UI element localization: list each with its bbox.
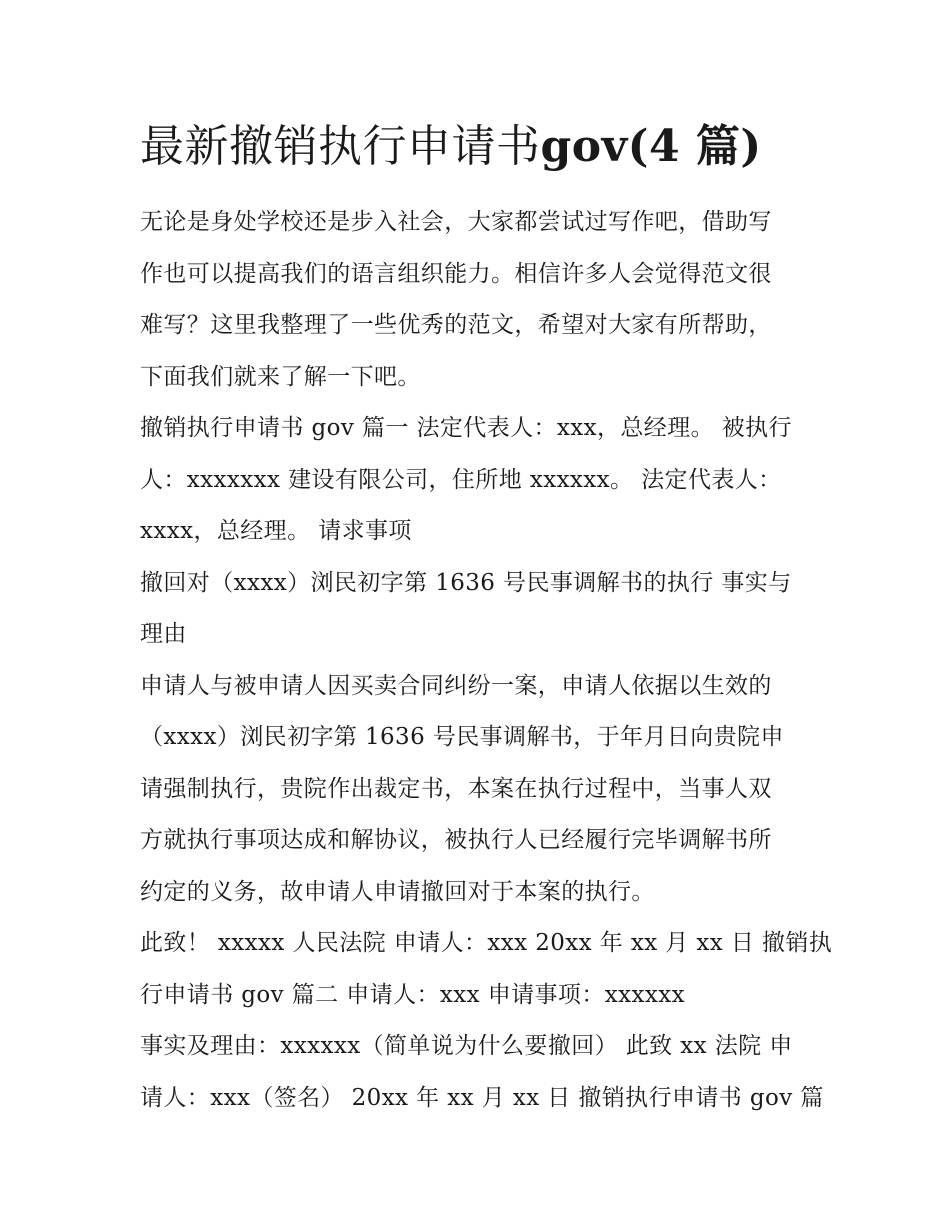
title-latin: gov(4 篇) [540, 121, 762, 172]
text-line: 撤回对（xxxx）浏民初字第 1636 号民事调解书的执行 事实与 [140, 569, 792, 596]
text-line: 申请人与被申请人因买卖合同纠纷一案，申请人依据以生效的 [140, 672, 772, 699]
document-body [140, 197, 833, 1124]
text-line: 理由 [140, 621, 187, 647]
text-line: 请人：xxx（签名） 20xx 年 xx 月 xx 日 撤销执行申请书 gov 篇 [140, 1084, 824, 1111]
text-line: 无论是身处学校还是步入社会，大家都尝试过写作吧，借助写 [140, 209, 772, 235]
text-line: 约定的义务，故申请人申请撤回对于本案的执行。 [140, 878, 655, 905]
text-line: 行申请书 gov 篇二 申请人：xxx 申请事项：xxxxxx [140, 981, 685, 1008]
text-line: 人：xxxxxxx 建设有限公司，住所地 xxxxxx。 法定代表人： [140, 466, 782, 493]
title-chinese: 最新撤销执行申请书 [140, 121, 541, 172]
text-line: xxxx，总经理。 请求事项 [140, 518, 412, 544]
text-line: 请强制执行，贵院作出裁定书，本案在执行过程中，当事人双 [140, 775, 772, 802]
text-line: 作也可以提高我们的语言组织能力。相信许多人会觉得范文很 [140, 260, 772, 287]
text-line: 下面我们就来了解一下吧。 [140, 363, 421, 390]
text-line: （xxxx）浏民初字第 1636 号民事调解书，于年月日向贵院申 [140, 724, 784, 750]
text-line: 事实及理由：xxxxxx（简单说为什么要撤回） 此致 xx 法院 申 [140, 1033, 793, 1059]
text-line: 撤销执行申请书 gov 篇一 法定代表人：xxx，总经理。 被执行 [140, 415, 792, 441]
text-line: 难写？这里我整理了一些优秀的范文，希望对大家有所帮助， [140, 312, 772, 338]
document-title [140, 116, 840, 178]
text-line: 方就执行事项达成和解协议，被执行人已经履行完毕调解书所 [140, 827, 772, 853]
text-line: 此致！ xxxxx 人民法院 申请人：xxx 20xx 年 xx 月 xx 日 撤销执 [140, 930, 833, 956]
